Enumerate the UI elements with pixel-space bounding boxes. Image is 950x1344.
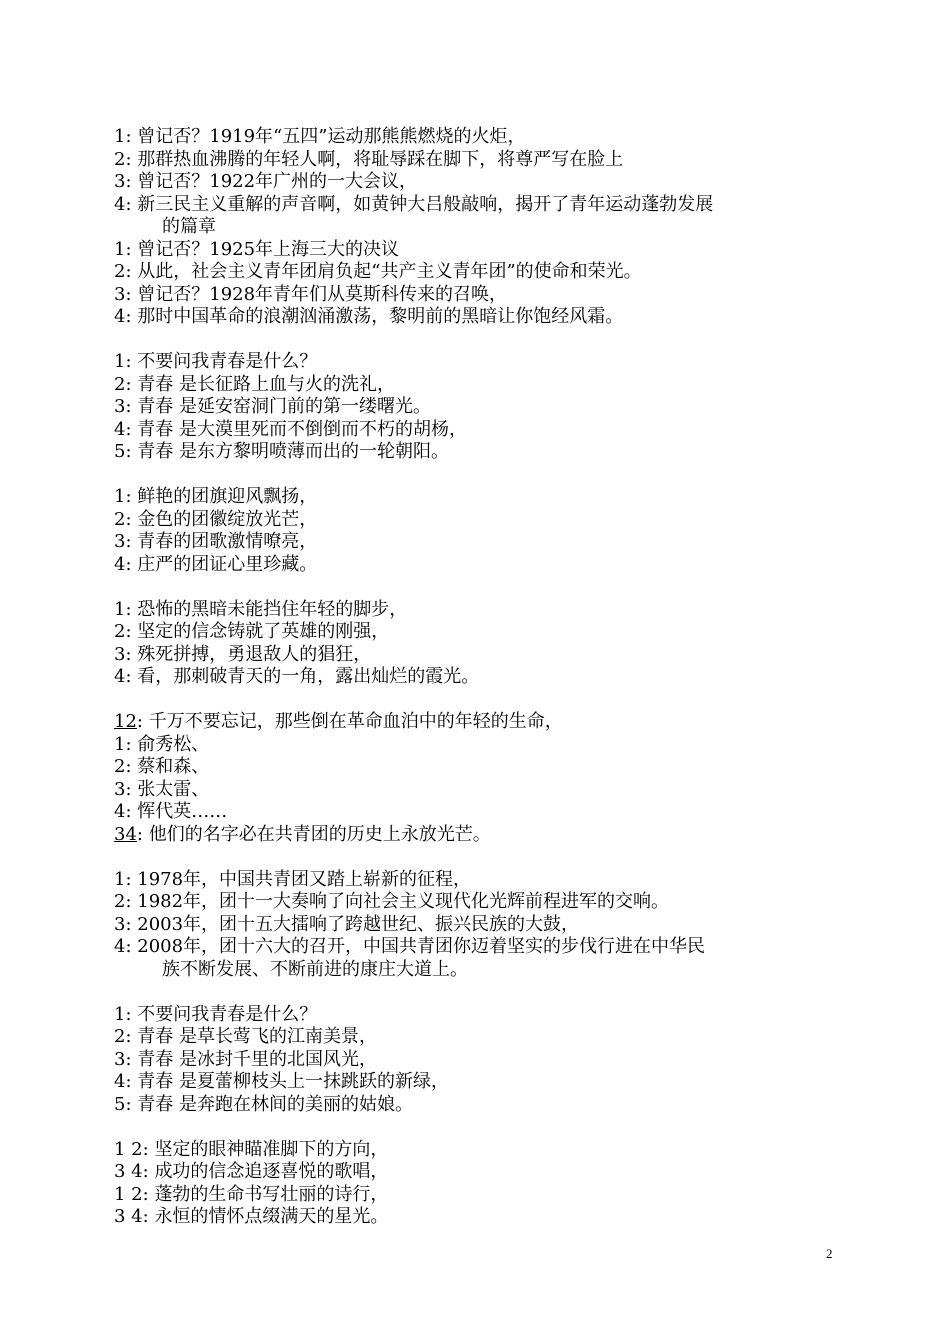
line-text: 青春 是延安窑洞门前的第一缕曙光。 (137, 396, 431, 417)
page-number: 2 (826, 1246, 833, 1261)
line-text: 张太雷、 (137, 778, 210, 800)
poem-line (114, 1139, 854, 1162)
speaker-colon: : (142, 1161, 155, 1182)
speaker-label: 4 (114, 801, 126, 822)
poem-line (114, 891, 854, 914)
speaker-label: 2 (114, 508, 126, 530)
speaker-colon: : (125, 1026, 138, 1047)
poem-line (114, 869, 854, 892)
poem-line (114, 599, 854, 622)
poem-line (114, 779, 854, 802)
speaker-label: 2 (114, 373, 126, 395)
poem-line (114, 126, 854, 149)
speaker-label: 2 (114, 891, 126, 912)
line-text: 青春 是草长莺飞的江南美景， (137, 1026, 377, 1047)
speaker-colon: : (125, 643, 138, 665)
line-text: 坚定的信念铸就了英雄的刚强， (137, 621, 390, 642)
poem-line (114, 441, 854, 464)
speaker-label: 3 (114, 913, 126, 935)
line-text: 庄严的团证心里珍藏。 (137, 553, 318, 575)
line-text: 恽代英…… (137, 801, 228, 822)
speaker-colon: : (125, 1093, 138, 1115)
poem-line (114, 486, 854, 509)
stanza-gap (114, 464, 854, 487)
poem-line (114, 149, 854, 172)
poem-line (114, 824, 854, 847)
poem-line (114, 1049, 854, 1072)
stanza (114, 126, 854, 329)
stanza-gap (114, 981, 854, 1004)
stanza (114, 1139, 854, 1229)
speaker-label: 2 (114, 1026, 126, 1047)
poem-line (114, 554, 854, 577)
speaker-colon: : (125, 486, 138, 507)
speaker-label: 2 (114, 621, 126, 642)
line-text: 那时中国革命的浪潮汹涌激荡，黎明前的黑暗让你饱经风霜。 (137, 306, 624, 327)
poem-line (114, 306, 854, 329)
line-text: 青春 是长征路上血与火的洗礼， (137, 373, 395, 395)
line-text: 永恒的情怀点缀满天的星光。 (154, 1206, 389, 1227)
speaker-colon: : (125, 1048, 138, 1070)
line-text: 1982年，团十一大奏响了向社会主义现代化光辉前程进军的交响。 (137, 891, 670, 912)
line-text: 看，那刺破青天的一角，露出灿烂的霞光。 (137, 666, 480, 687)
speaker-label: 2 (114, 261, 126, 282)
line-text: 2008年，团十六大的召开，中国共青团你迈着坚实的步伐行进在中华民 (137, 936, 706, 957)
stanza-gap (114, 1116, 854, 1139)
speaker-label: 3 (114, 283, 126, 305)
stanza (114, 1004, 854, 1117)
speaker-label: 1 (114, 126, 126, 147)
speaker-label: 3 (114, 171, 126, 192)
line-text: 青春 是东方黎明喷薄而出的一轮朝阳。 (137, 441, 449, 462)
line-text: 曾记否？1919年“五四”运动那熊熊燃烧的火炬， (137, 126, 526, 147)
poem-line (114, 351, 854, 374)
speaker-colon: : (125, 193, 138, 215)
poem-script (114, 126, 854, 1229)
poem-line (114, 284, 854, 307)
speaker-label: 1 2 (114, 1138, 143, 1160)
line-text: 从此，社会主义青年团肩负起“共产主义青年团”的使命和荣光。 (137, 261, 642, 282)
line-text: 曾记否？1928年青年们从莫斯科传来的召唤， (137, 283, 508, 305)
speaker-colon: : (125, 778, 138, 800)
line-text: 青春 是大漠里死而不倒倒而不朽的胡杨， (137, 418, 467, 440)
speaker-colon: : (125, 913, 138, 935)
line-text: 不要问我青春是什么？ (137, 351, 318, 372)
speaker-colon: : (125, 283, 138, 305)
line-text: 成功的信念追逐喜悦的歌唱， (154, 1161, 389, 1182)
line-text: 曾记否？1922年广州的一大会议， (137, 171, 418, 192)
poem-line (114, 374, 854, 397)
line-text: 金色的团徽绽放光芒， (137, 508, 318, 530)
speaker-label: 4 (114, 553, 126, 575)
line-text: 蓬勃的生命书写壮丽的诗行， (154, 1183, 389, 1205)
speaker-label: 3 (114, 643, 126, 665)
speaker-label: 4 (114, 1071, 126, 1092)
poem-line (114, 194, 854, 217)
poem-line (114, 1071, 854, 1094)
speaker-colon: : (125, 598, 138, 620)
speaker-colon: : (125, 553, 138, 575)
speaker-label: 1 (114, 868, 126, 890)
speaker-label: 4 (114, 418, 126, 440)
speaker-label: 3 (114, 396, 126, 417)
speaker-label: 3 4 (114, 1206, 143, 1227)
speaker-colon: : (136, 823, 149, 845)
stanza-gap (114, 329, 854, 352)
poem-line (114, 509, 854, 532)
speaker-label: 3 (114, 1048, 126, 1070)
stanza (114, 486, 854, 576)
line-text: 那群热血沸腾的年轻人啊，将耻辱踩在脚下，将尊严写在脸上 (137, 148, 624, 170)
speaker-colon: : (125, 1003, 138, 1025)
speaker-label: 3 (114, 531, 126, 552)
speaker-colon: : (125, 666, 138, 687)
speaker-colon: : (125, 891, 138, 912)
speaker-label: 34 (114, 823, 137, 845)
poem-line (114, 734, 854, 757)
speaker-colon: : (142, 1138, 155, 1160)
line-text: 曾记否？1925年上海三大的决议 (137, 238, 400, 260)
line-text: 殊死拼搏，勇退敌人的猖狂， (137, 643, 372, 665)
line-text: 鲜艳的团旗迎风飘扬， (137, 486, 318, 507)
poem-line (114, 914, 854, 937)
speaker-label: 1 (114, 1003, 126, 1025)
line-text: 2003年，团十五大擂响了跨越世纪、振兴民族的大鼓， (137, 913, 580, 935)
stanza-gap (114, 689, 854, 712)
poem-line (114, 1206, 854, 1229)
line-text: 青春 是冰封千里的北国风光， (137, 1048, 377, 1070)
speaker-colon: : (125, 238, 138, 260)
poem-line (114, 1004, 854, 1027)
stanza (114, 711, 854, 846)
speaker-label: 4 (114, 666, 126, 687)
poem-line (114, 644, 854, 667)
poem-line (114, 531, 854, 554)
poem-line (114, 1184, 854, 1207)
speaker-colon: : (125, 396, 138, 417)
speaker-colon: : (125, 171, 138, 192)
speaker-colon: : (125, 868, 138, 890)
speaker-label: 4 (114, 306, 126, 327)
stanza (114, 599, 854, 689)
stanza (114, 869, 854, 982)
line-text: 青春的团歌激情嘹亮， (137, 531, 318, 552)
speaker-colon: : (125, 801, 138, 822)
poem-line (114, 396, 854, 419)
poem-line (114, 936, 854, 959)
stanza-gap (114, 846, 854, 869)
line-text: 千万不要忘记，那些倒在革命血泊中的年轻的生命， (148, 711, 563, 732)
stanza-gap (114, 576, 854, 599)
speaker-colon: : (125, 418, 138, 440)
speaker-colon: : (125, 148, 138, 170)
speaker-label: 1 (114, 733, 126, 755)
line-continuation: 族不断发展、不断前进的康庄大道上。 (162, 958, 468, 980)
poem-line (114, 621, 854, 644)
line-text: 恐怖的黑暗未能挡住年轻的脚步， (137, 598, 408, 620)
line-text: 蔡和森、 (137, 756, 210, 777)
poem-line (114, 1161, 854, 1184)
speaker-label: 4 (114, 936, 126, 957)
speaker-colon: : (125, 306, 138, 327)
speaker-colon: : (125, 1071, 138, 1092)
speaker-colon: : (125, 441, 138, 462)
speaker-label: 2 (114, 756, 126, 777)
speaker-colon: : (125, 351, 138, 372)
speaker-colon: : (125, 936, 138, 957)
speaker-colon: : (125, 508, 138, 530)
line-text: 坚定的眼神瞄准脚下的方向， (154, 1138, 389, 1160)
speaker-colon: : (125, 261, 138, 282)
poem-line (114, 261, 854, 284)
speaker-label: 1 (114, 351, 126, 372)
poem-line (114, 756, 854, 779)
line-text: 青春 是夏蕾柳枝头上一抹跳跃的新绿， (137, 1071, 449, 1092)
speaker-colon: : (125, 531, 138, 552)
speaker-colon: : (136, 711, 149, 732)
speaker-label: 1 (114, 486, 126, 507)
speaker-label: 1 2 (114, 1183, 143, 1205)
speaker-colon: : (125, 621, 138, 642)
poem-line (114, 711, 854, 734)
line-text: 他们的名字必在共青团的历史上永放光芒。 (148, 823, 491, 845)
line-text: 1978年，中国共青团又踏上崭新的征程， (137, 868, 472, 890)
speaker-label: 5 (114, 441, 126, 462)
speaker-label: 5 (114, 1093, 126, 1115)
poem-line (114, 239, 854, 262)
poem-line (114, 666, 854, 689)
speaker-colon: : (125, 373, 138, 395)
poem-line (114, 801, 854, 824)
speaker-colon: : (125, 756, 138, 777)
speaker-label: 3 4 (114, 1161, 143, 1182)
line-continuation: 的篇章 (162, 216, 216, 237)
line-text: 不要问我青春是什么？ (137, 1003, 318, 1025)
speaker-label: 12 (114, 711, 137, 732)
poem-line (114, 1094, 854, 1117)
poem-line (114, 1026, 854, 1049)
line-text: 新三民主义重解的声音啊，如黄钟大吕般敲响，揭开了青年运动蓬勃发展 (137, 193, 714, 215)
poem-line (114, 171, 854, 194)
speaker-label: 1 (114, 598, 126, 620)
line-text: 青春 是奔跑在林间的美丽的姑娘。 (137, 1093, 413, 1115)
speaker-colon: : (125, 733, 138, 755)
speaker-colon: : (142, 1206, 155, 1227)
speaker-label: 2 (114, 148, 126, 170)
speaker-colon: : (125, 126, 138, 147)
poem-line (114, 419, 854, 442)
stanza (114, 351, 854, 464)
speaker-colon: : (142, 1183, 155, 1205)
speaker-label: 4 (114, 193, 126, 215)
speaker-label: 1 (114, 238, 126, 260)
line-text: 俞秀松、 (137, 733, 210, 755)
speaker-label: 3 (114, 778, 126, 800)
